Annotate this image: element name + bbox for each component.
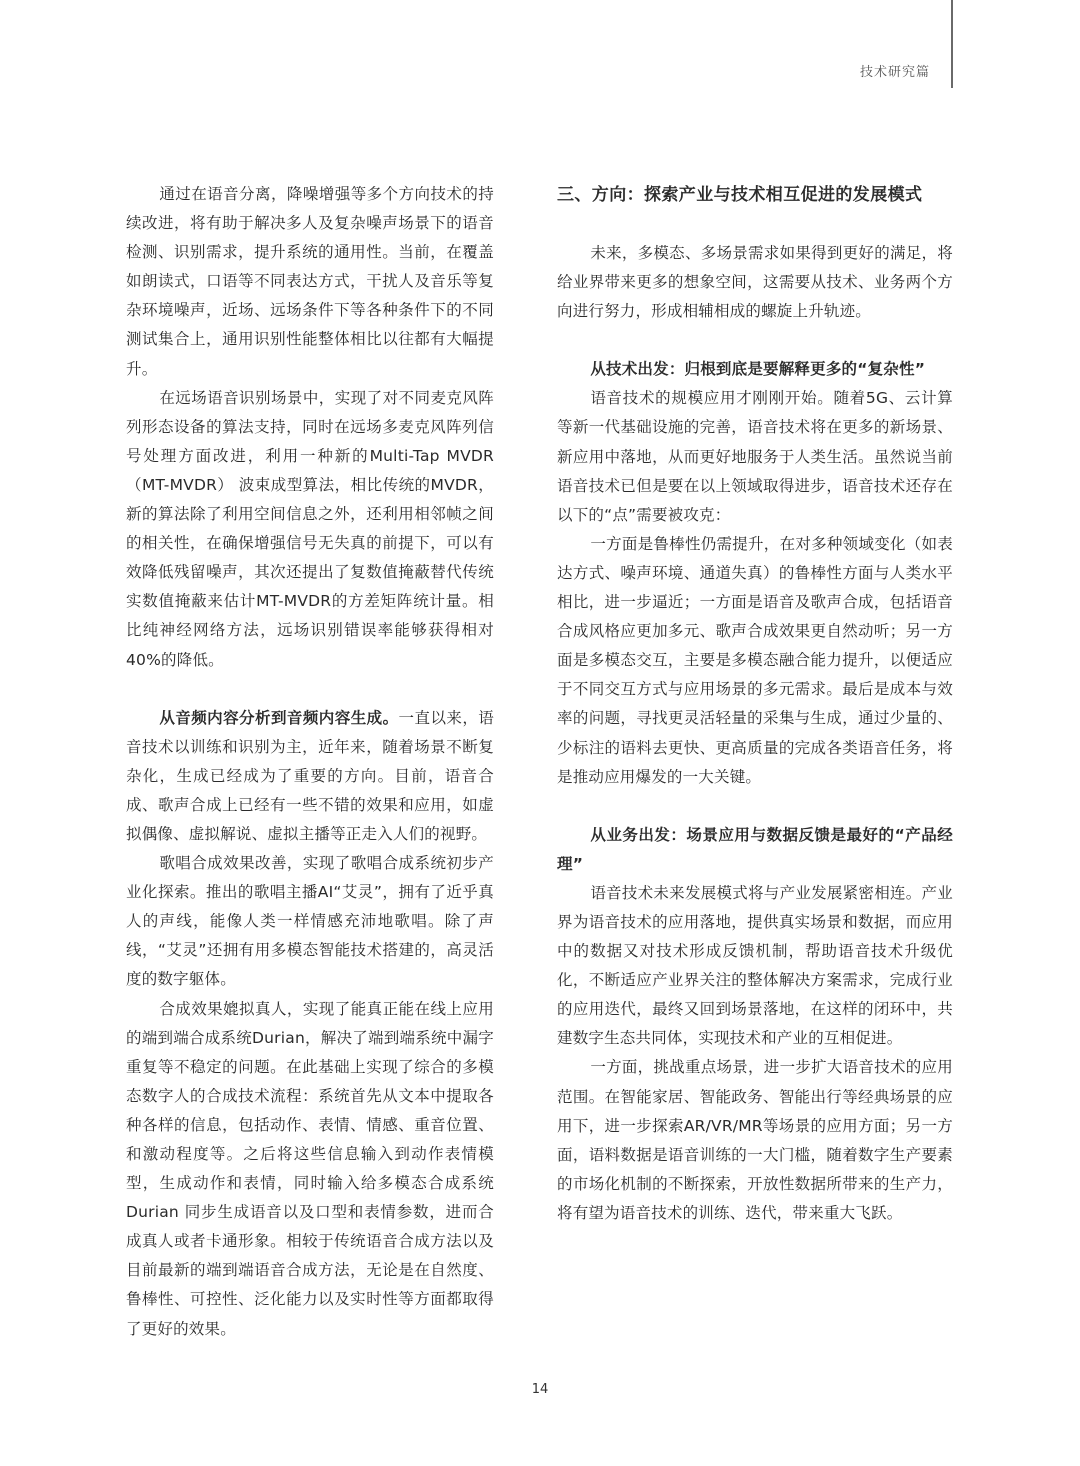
paragraph: 一方面，挑战重点场景，进一步扩大语音技术的应用范围。在智能家居、智能政务、智能出行等经典场景的应用下，进一步探索AR/VR/MR等场景的应用方面；另一方面，语料数据是语音训练的一大门槛，随着数字生产要素的市场化机制的不断探索，开放性数据所带来的生产力，将有望为语音技术的训练、迭代，带来重大飞跃。	[557, 1058, 953, 1222]
section-title: 三、方向：探索产业与技术相互促进的发展模式	[557, 185, 923, 205]
running-header: 技术研究篇	[859, 65, 930, 80]
paragraph: 在远场语音识别场景中，实现了对不同麦克风阵列形态设备的算法支持，同时在远场多麦克风阵列信号处理方面改进，利用一种新的Multi-Tap MVDR（MT-MVDR） 波束成型算法，相比传统的MVDR，新的算法除了利用空间信息之外，还利用相邻帧之间的相关性，在确保增强信号无失真的前提下，可以有效降低残留噪声，其次还提出了复数值掩蔽替代传统实数值掩蔽来估计MT-MVDR的方差矩阵统计量。相比纯神经网络方法，远场识别错误率能够获得相对40%的降低。	[126, 388, 494, 669]
spacer	[126, 675, 494, 704]
paragraph	[126, 704, 494, 849]
paragraph: 未来，多模态、多场景需求如果得到更好的满足，将给业界带来更多的想象空间，这需要从技术、业务两个方向进行努力，形成相辅相成的螺旋上升轨迹。	[557, 244, 953, 321]
paragraph: 通过在语音分离，降噪增强等多个方向技术的持续改进，将有助于解决多人及复杂噪声场景下的语音检测、识别需求，提升系统的通用性。当前，在覆盖如朗读式，口语等不同表达方式，干扰人及音乐等复杂环境噪声，近场、远场条件下等各种条件下的不同测试集合上，通用识别性能整体相比以往都有大幅提升。	[126, 185, 494, 378]
subheading: 从技术出发：归根到底是要解释更多的“复杂性”	[590, 360, 926, 379]
paragraph: 歌唱合成效果改善，实现了歌唱合成系统初步产业化探索。推出的歌唱主播AI“艾灵”，拥有了近乎真人的声线，能像人类一样情感充沛地歌唱。除了声线，“艾灵”还拥有用多模态智能技术搭建的，高灵活度的数字躯体。	[126, 854, 494, 989]
spacer	[557, 792, 953, 821]
subheading: 从业务出发：场景应用与数据反馈是最好的“产品经理”	[557, 825, 953, 873]
spacer	[557, 326, 953, 355]
paragraph: 一方面是鲁棒性仍需提升，在对多种领域变化（如表达方式、噪声环境、通道失真）的鲁棒性方面与人类水平相比，进一步逼近；一方面是语音及歌声合成，包括语音合成风格应更加多元、歌声合成效果更自然动听；另一方面是多模态交互，主要是多模态融合能力提升，以便适应于不同交互方式与应用场景的多元需求。最后是成本与效率的问题，寻找更灵活轻量的采集与生成，通过少量的、少标注的语料去更快、更高质量的完成各类语音任务，将是推动应用爆发的一大关键。	[557, 534, 953, 786]
paragraph: 语音技术的规模应用才刚刚开始。随着5G、云计算等新一代基础设施的完善，语音技术将在更多的新场景、新应用中落地，从而更好地服务于人类生活。虽然说当前语音技术已但是要在以上领域取得进步，语音技术还存在以下的“点”需要被攻克：	[557, 389, 953, 524]
left-column	[126, 180, 494, 1344]
spacer	[557, 210, 953, 239]
paragraph: 合成效果媲拟真人，实现了能真正能在线上应用的端到端合成系统Durian，解决了端到端系统中漏字重复等不稳定的问题。在此基础上实现了综合的多模态数字人的合成技术流程：系统首先从文本中提取各种各样的信息，包括动作、表情、情感、重音位置、和激动程度等。之后将这些信息输入到动作表情模型，生成动作和表情，同时输入给多模态合成系统 Durian 同步生成语音以及口型和表情参数，进而合成真人或者卡通形象。相较于传统语音合成方法以及目前最新的端到端语音合成方法，无论是在自然度、鲁棒性、可控性、泛化能力以及实时性等方面都取得了更好的效果。	[126, 999, 494, 1338]
page-number: 14	[531, 1382, 549, 1397]
paragraph: 语音技术未来发展模式将与产业发展紧密相连。产业界为语音技术的应用落地，提供真实场景和数据，而应用中的数据又对技术形成反馈机制，帮助语音技术升级优化，不断适应产业界关注的整体解决方案需求，完成行业的应用迭代，最终又回到场景落地，在这样的闭环中，共建数字生态共同体，实现技术和产业的互相促进。	[557, 883, 953, 1048]
header-rule	[951, 0, 953, 88]
paragraph-body: 一直以来，语音技术以训练和识别为主，近年来，随着场景不断复杂化，生成已经成为了重要的方向。目前，语音合成、歌声合成上已经有一些不错的效果和应用，如虚拟偶像、虚拟解说、虚拟主播等正走入人们的视野。	[126, 708, 494, 843]
right-column	[557, 180, 953, 1228]
paragraph-lead: 从音频内容分析到音频内容生成。	[159, 708, 399, 727]
